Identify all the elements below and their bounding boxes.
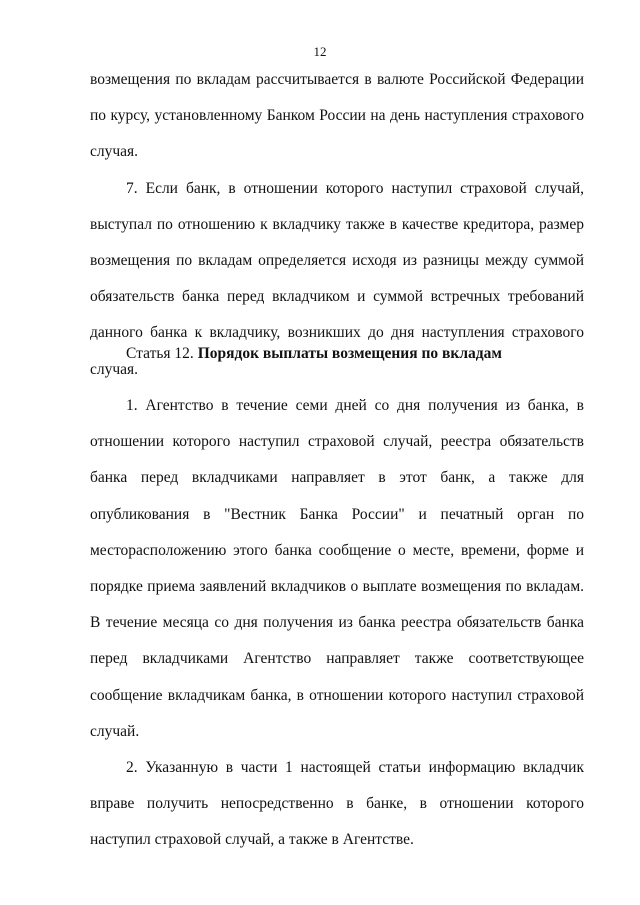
- paragraph-article-12-part-2: 2. Указанную в части 1 настоящей статьи информацию вкладчик вправе получить непосредственно в банке, в отношении которого наступил страховой случай, а также в Агентстве.: [90, 759, 584, 849]
- paragraph-continuation: возмещения по вкладам рассчитывается в валюте Российской Федерации по курсу, установленному Банком России на день наступления страхового случая.: [90, 71, 584, 161]
- article-title: Порядок выплаты возмещения по вкладам: [197, 345, 502, 362]
- paragraph-item-7: 7. Если банк, в отношении которого наступил страховой случай, выступал по отношению к вкладчику также в качестве кредитора, размер возмещения по вкладам определяется исходя из разницы между суммой обязательств банка перед вкладчиком и суммой встречных требований данного банка к вкладчику, возникших до дня наступления страхового случая.: [90, 179, 584, 378]
- article-heading: [126, 336, 596, 372]
- page-number: 12: [313, 44, 327, 59]
- paragraph-article-12-part-1: 1. Агентство в течение семи дней со дня получения из банка, в отношении которого наступил страховой случай, реестра обязательств банка перед вкладчиками направляет в этот банк, а также для опубликования в "Вестник Банка России" и печатный орган по месторасположению этого банка сообщение о месте, времени, форме и порядке приема заявлений вкладчиков о выплате возмещения по вкладам. В течение месяца со дня получения из банка реестра обязательств банка перед вкладчиками Агентство направляет также соответствующее сообщение вкладчикам банка, в отношении которого наступил страховой случай.: [90, 397, 584, 740]
- article-number: Статья 12.: [126, 345, 198, 362]
- text-block-article-12: [90, 388, 584, 859]
